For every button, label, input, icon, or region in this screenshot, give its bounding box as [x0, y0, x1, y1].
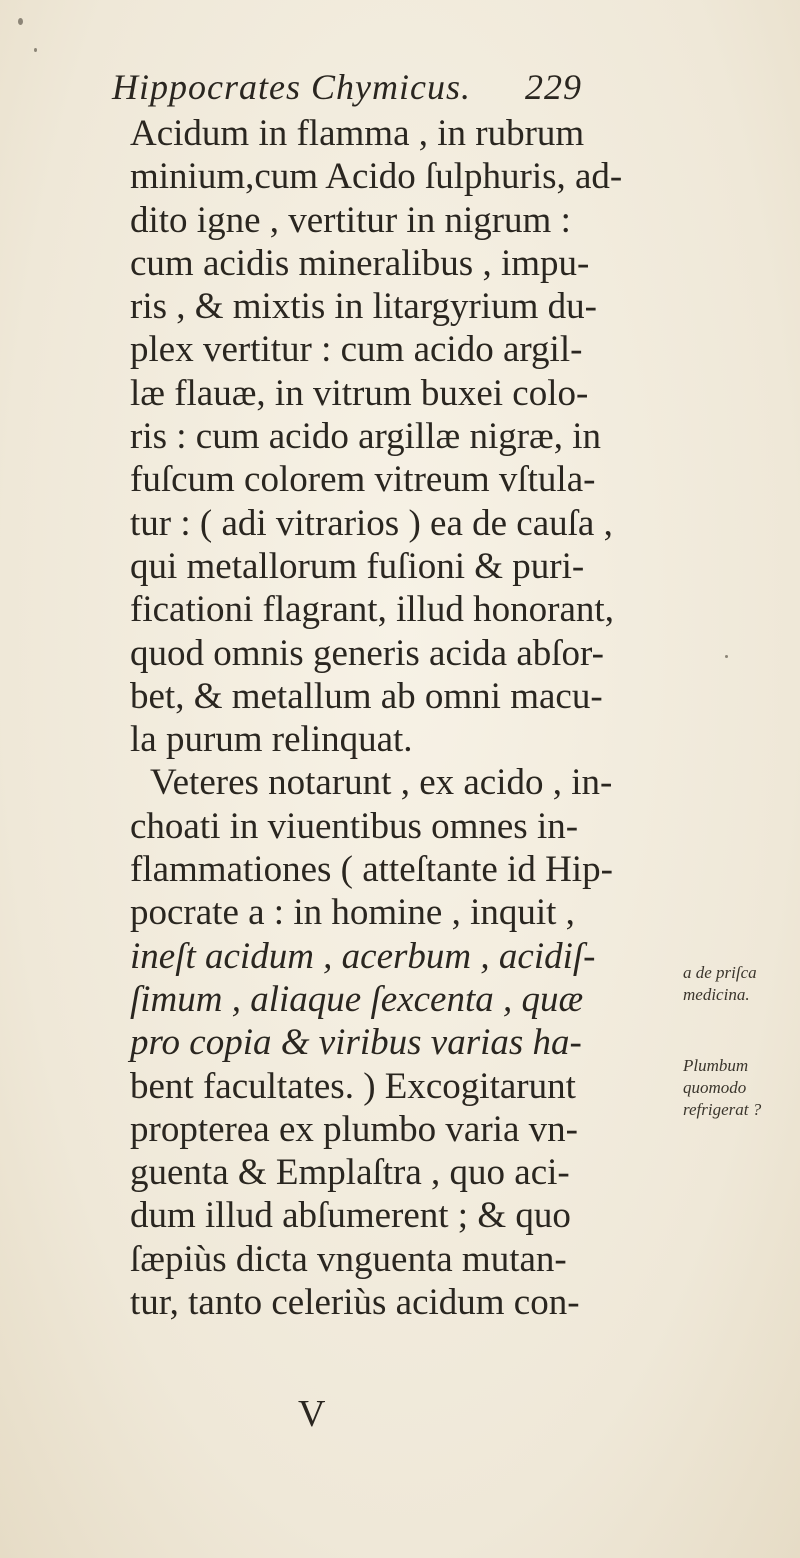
text-line: qui metallorum fuſioni & puri- — [130, 545, 585, 587]
text-line-italic: ineſt acidum , acerbum , acidiſ- — [130, 935, 596, 977]
margin-note-line: Plumbum — [683, 1056, 749, 1075]
text-line: ris , & mixtis in litargyrium du- — [130, 286, 597, 328]
text-line: bet, & metallum ab omni macu- — [130, 675, 603, 717]
margin-note-line: quomodo — [683, 1078, 747, 1097]
signature-mark: V — [298, 1393, 326, 1435]
text-line: choati in viuentibus omnes in- — [130, 805, 579, 847]
running-title: Hippocrates Chymicus. — [112, 67, 471, 107]
text-line: læ flauæ, in vitrum buxei colo- — [130, 372, 589, 414]
margin-note-plumbum — [683, 1055, 793, 1121]
main-text-block — [130, 112, 650, 1324]
text-line: dum illud abſumerent ; & quo — [130, 1195, 571, 1237]
text-line: guenta & Emplaſtra , quo aci- — [130, 1152, 570, 1194]
text-line-italic: pro copia & viribus varias ha- — [130, 1022, 582, 1064]
page-number: 229 — [525, 67, 582, 107]
text-line: pocrate a : in homine , inquit , — [130, 892, 575, 934]
margin-note-line: refrigerat ? — [683, 1100, 762, 1119]
running-header — [112, 66, 582, 108]
margin-note-line: medicina. — [683, 985, 750, 1004]
paper-speck — [725, 655, 728, 658]
text-line: bent facultates. ) Excogitarunt — [130, 1065, 576, 1107]
text-line: ficationi flagrant, illud honorant, — [130, 589, 614, 631]
text-line: fuſcum colorem vitreum vſtula- — [130, 459, 596, 501]
text-line: tur, tanto celeriùs acidum con- — [130, 1282, 580, 1324]
text-line: dito igne , vertitur in nigrum : — [130, 199, 571, 241]
text-line: ris : cum acido argillæ nigræ, in — [130, 416, 602, 458]
text-line-italic: ſimum , aliaque ſexcenta , quæ — [130, 978, 584, 1020]
text-line: ſæpiùs dicta vnguenta mutan- — [130, 1238, 567, 1280]
text-line: Acidum in flamma , in rubrum — [130, 113, 585, 154]
text-line-paragraph-start: Veteres notarunt , ex acido , in- — [150, 762, 613, 804]
text-line: quod omnis generis acida abſor- — [130, 632, 604, 674]
text-line: flammationes ( atteſtante id Hip- — [130, 849, 613, 891]
paper-speck — [18, 18, 23, 25]
paper-speck — [34, 48, 37, 52]
text-line: propterea ex plumbo varia vn- — [130, 1108, 578, 1150]
text-line: la purum relinquat. — [130, 719, 413, 761]
margin-note-line: a de priſca — [683, 963, 757, 982]
text-line: minium,cum Acido ſulphuris, ad- — [130, 156, 623, 198]
margin-note-reference — [683, 962, 793, 1006]
text-line: tur : ( adi vitrarios ) ea de cauſa , — [130, 502, 613, 544]
text-line: plex vertitur : cum acido argil- — [130, 329, 583, 371]
text-line: cum acidis mineralibus , impu- — [130, 242, 590, 284]
